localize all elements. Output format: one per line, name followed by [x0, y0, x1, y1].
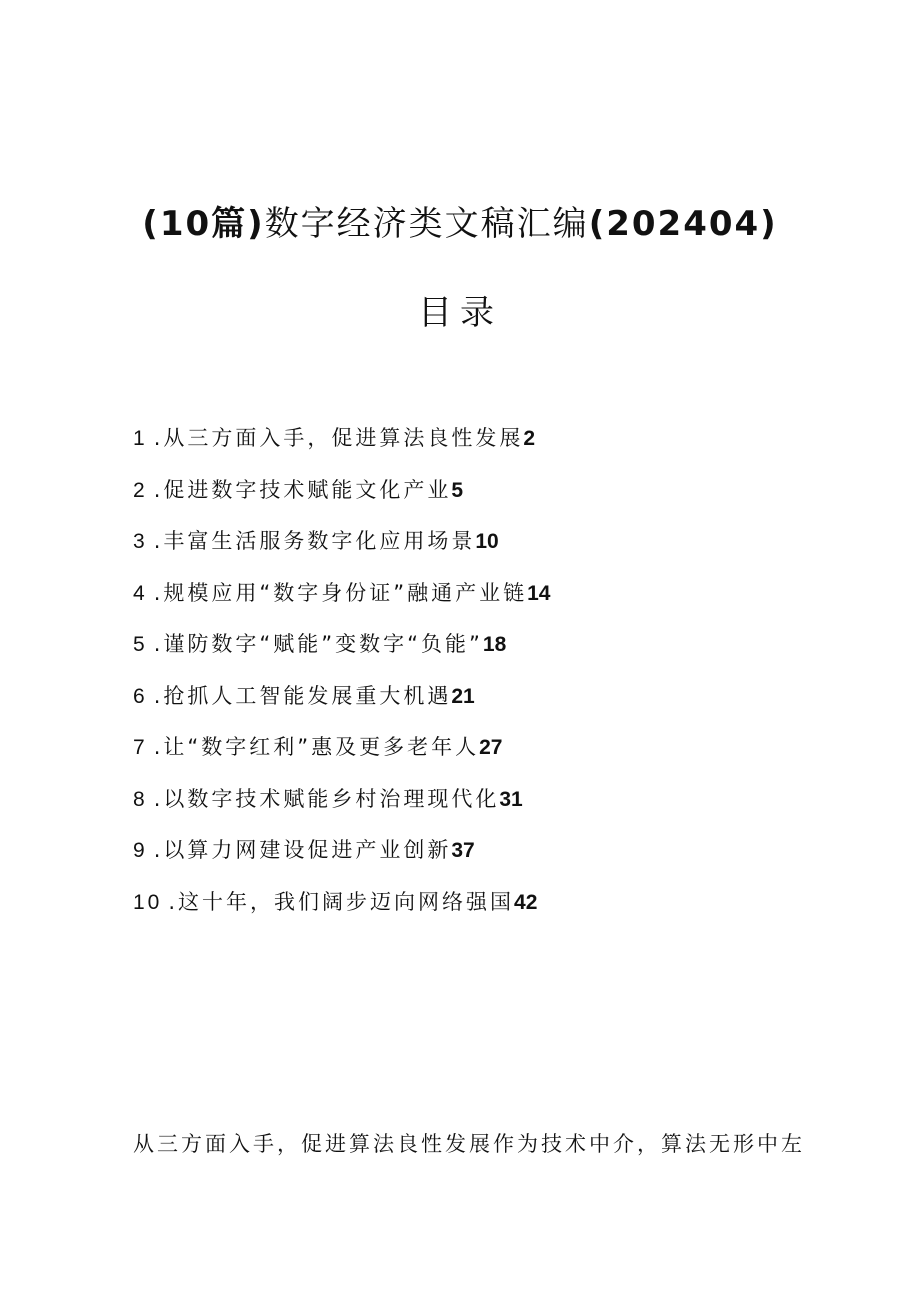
toc-item-page: 21 [451, 684, 475, 708]
toc-item-page: 37 [451, 839, 475, 862]
title-prefix: (10篇) [142, 204, 265, 244]
toc-item-page: 2 [523, 427, 536, 450]
toc-item[interactable] [133, 523, 550, 575]
toc-item-page: 14 [527, 581, 551, 605]
toc-item[interactable] [133, 626, 550, 678]
toc-item[interactable] [133, 678, 550, 730]
toc-item[interactable] [133, 472, 550, 524]
table-of-contents [133, 420, 550, 935]
title-main: 数字经济类文稿汇编 [264, 204, 589, 244]
toc-item-title: .抢抓人工智能发展重大机遇 [153, 683, 452, 708]
toc-item-number: 7 [133, 736, 148, 759]
toc-item-number: 10 [133, 890, 163, 914]
toc-item-number: 1 [133, 427, 148, 450]
toc-item-number: 3 [133, 530, 148, 553]
toc-item-number: 8 [133, 787, 148, 811]
toc-item-number: 6 [133, 684, 148, 708]
body-paragraph-first-line: 从三方面入手，促进算法良性发展作为技术中介，算法无形中左 [133, 1132, 805, 1156]
toc-item-title: .让“数字红利”惠及更多老年人 [153, 735, 480, 759]
toc-item-title: .谨防数字“赋能”变数字“负能” [153, 632, 483, 656]
toc-item-page: 18 [482, 633, 507, 656]
toc-item[interactable] [133, 884, 550, 936]
toc-item-number: 9 [133, 839, 148, 862]
toc-item-page: 10 [475, 530, 499, 553]
toc-item[interactable] [133, 781, 550, 833]
toc-item-title: .这十年，我们阔步迈向网络强国 [168, 889, 515, 914]
toc-item-title: .促进数字技术赋能文化产业 [153, 477, 452, 502]
toc-item-page: 5 [451, 478, 464, 502]
toc-item-page: 27 [479, 736, 503, 759]
toc-item-title: .以算力网建设促进产业创新 [153, 838, 452, 862]
toc-heading: 目录 [418, 293, 502, 333]
document-title [0, 196, 920, 245]
toc-item-number: 2 [133, 478, 148, 502]
title-suffix: (202404) [588, 204, 778, 244]
toc-item[interactable] [133, 420, 550, 472]
toc-item[interactable] [133, 729, 550, 781]
toc-item[interactable] [133, 575, 550, 627]
toc-item-number: 4 [133, 581, 148, 605]
toc-item-title: .丰富生活服务数字化应用场景 [153, 529, 476, 553]
toc-item-page: 31 [499, 787, 523, 811]
toc-item-title: .从三方面入手，促进算法良性发展 [153, 426, 524, 450]
toc-item[interactable] [133, 832, 550, 884]
toc-item-title: .规模应用“数字身份证”融通产业链 [153, 580, 528, 605]
toc-item-title: .以数字技术赋能乡村治理现代化 [153, 786, 500, 811]
toc-item-page: 42 [514, 890, 538, 914]
toc-item-number: 5 [133, 633, 148, 656]
